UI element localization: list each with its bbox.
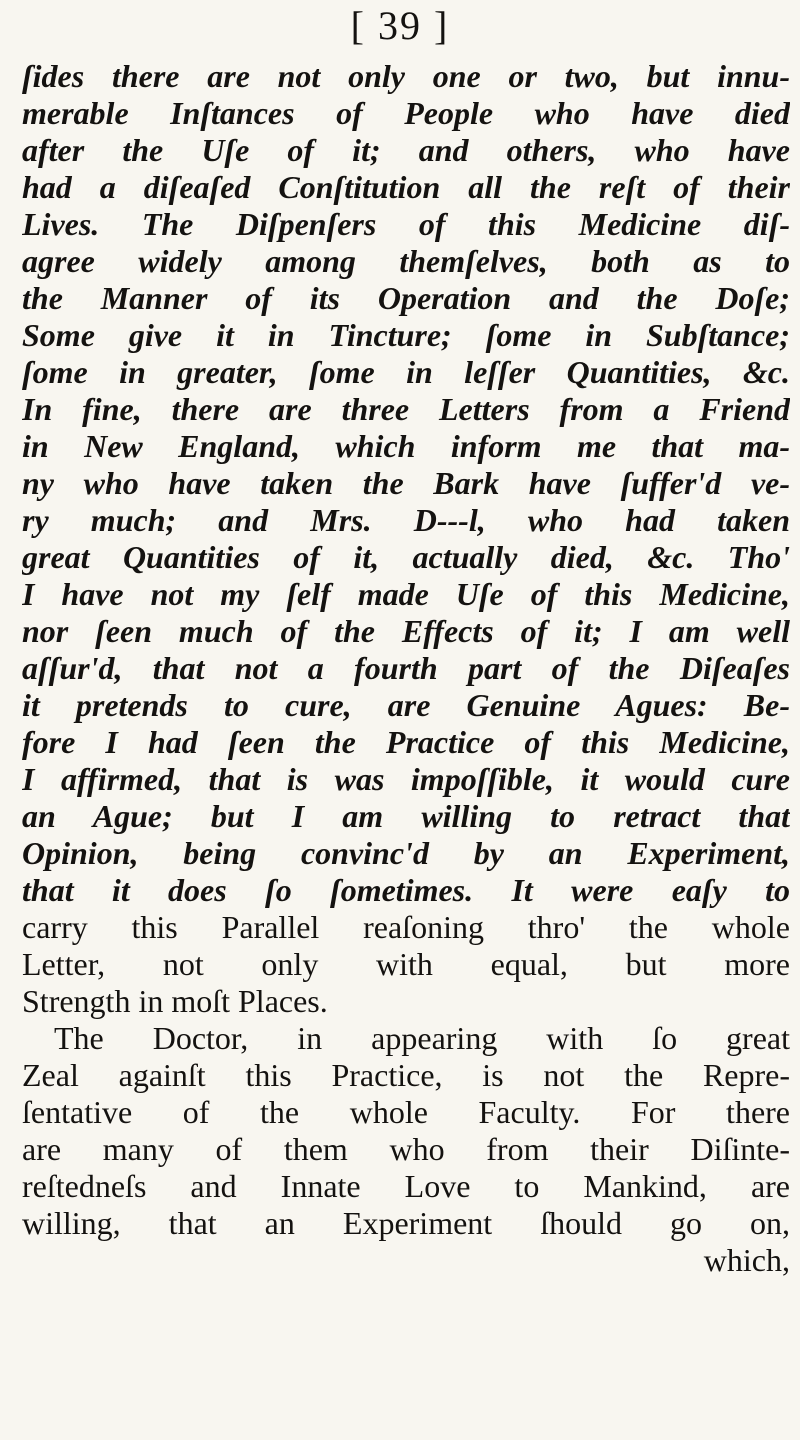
text-line: The Doctor, in appearing with ſo great <box>54 1020 790 1056</box>
page-number: [ 39 ] <box>350 3 450 48</box>
text-line: Lives. The Diſpenſers of this Medicine diſ- <box>22 206 790 242</box>
text-line: aſſur'd, that not a fourth part of the Diſeaſes <box>22 650 790 686</box>
text-line: an Ague; but I am willing to retract that <box>22 798 790 834</box>
text-line: carry this Parallel reaſoning thro' the whole <box>22 909 790 945</box>
text-line: Zeal againſt this Practice, is not the Repre- <box>22 1057 790 1093</box>
text-block <box>22 58 790 1279</box>
text-line: fore I had ſeen the Practice of this Medicine, <box>22 724 790 760</box>
text-line: Opinion, being convinc'd by an Experiment, <box>22 835 790 871</box>
text-line: In fine, there are three Letters from a Friend <box>22 391 790 427</box>
text-line: ſome in greater, ſome in leſſer Quantities, &c. <box>22 354 790 390</box>
text-line: the Manner of its Operation and the Doſe; <box>22 280 790 316</box>
text-line: ſentative of the whole Faculty. For there <box>22 1094 790 1130</box>
text-line: are many of them who from their Diſinte- <box>22 1131 790 1167</box>
text-line: in New England, which inform me that ma- <box>22 428 790 464</box>
text-line: ry much; and Mrs. D---l, who had taken <box>22 502 790 538</box>
text-line: I affirmed, that is was impoſſible, it would cure <box>22 761 790 797</box>
text-line: agree widely among themſelves, both as to <box>22 243 790 279</box>
text-line: after the Uſe of it; and others, who have <box>22 132 790 168</box>
text-line: Strength in moſt Places. <box>22 983 328 1019</box>
text-line: willing, that an Experiment ſhould go on, <box>22 1205 790 1241</box>
text-line: great Quantities of it, actually died, &c. Tho' <box>22 539 790 575</box>
text-line: it pretends to cure, are Genuine Agues: Be- <box>22 687 790 723</box>
text-line: Some give it in Tincture; ſome in Subſtance; <box>22 317 790 353</box>
text-line: ſides there are not only one or two, but innu- <box>22 58 790 94</box>
catchword: which, <box>703 1242 790 1278</box>
text-line: that it does ſo ſometimes. It were eaſy to <box>22 872 790 908</box>
text-line: nor ſeen much of the Effects of it; I am well <box>22 613 790 649</box>
text-line: ny who have taken the Bark have ſuffer'd ve- <box>22 465 790 501</box>
text-line: I have not my ſelf made Uſe of this Medicine, <box>22 576 790 612</box>
text-line: reſtedneſs and Innate Love to Mankind, are <box>22 1168 790 1204</box>
text-line: merable Inſtances of People who have died <box>22 95 790 131</box>
text-line: had a diſeaſed Conſtitution all the reſt of their <box>22 169 790 205</box>
text-line: Letter, not only with equal, but more <box>22 946 790 982</box>
